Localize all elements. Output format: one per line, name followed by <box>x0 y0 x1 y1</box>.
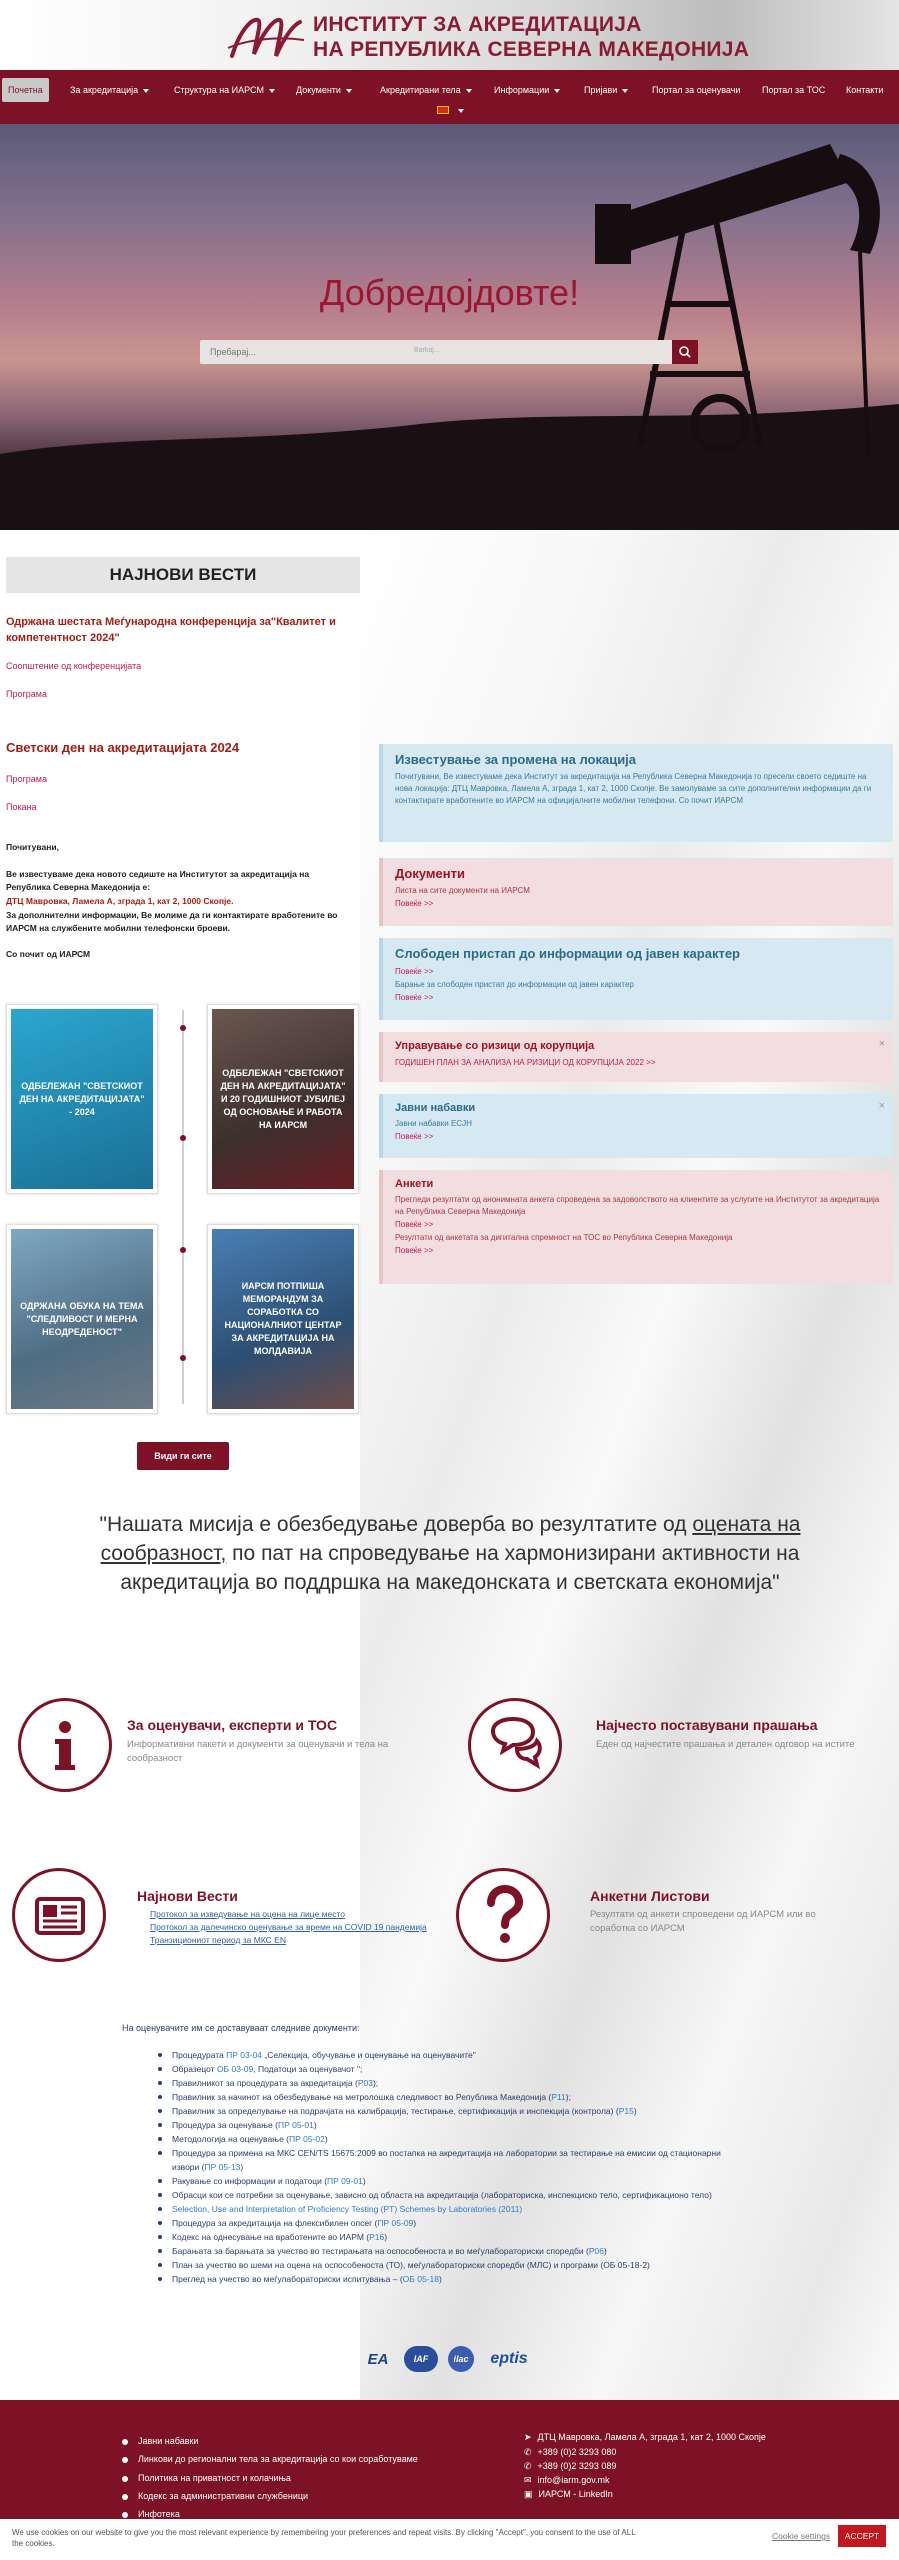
nav-item-about-accreditation[interactable] <box>64 78 155 102</box>
document-code-link[interactable]: Selection, Use and Interpretation of Proficiency Testing (PT) Schemes by Laboratories (2011) <box>172 2204 523 2214</box>
linkedin-icon: ▣ <box>524 2489 533 2499</box>
more-link[interactable]: Повеќе >> <box>395 967 434 976</box>
site-header <box>0 0 899 70</box>
nav-item-structure[interactable] <box>168 78 281 102</box>
document-code-link[interactable]: ОБ 03-09 <box>216 2064 254 2074</box>
partner-logo-text: eptis <box>490 2350 528 2367</box>
hero-banner <box>0 124 899 530</box>
caret-down-icon <box>269 89 275 93</box>
notice-title: Известување за промена на локација <box>395 752 637 767</box>
document-item <box>166 2146 746 2174</box>
document-item <box>166 2118 746 2132</box>
footer-link-label: Линкови до регионални тела за акредитација со кои соработуваме <box>138 2454 418 2464</box>
timeline-card-image <box>212 1009 354 1189</box>
feature-subtitle: Информативни пакети и документи за оценувачи и тела на сообразност <box>127 1739 389 1764</box>
notice-title: Управување со ризици од корупција <box>395 1040 595 1052</box>
news-item-title[interactable]: Светски ден на акредитацијата 2024 <box>6 740 240 755</box>
document-item <box>166 2272 746 2286</box>
cookie-settings-link[interactable]: Cookie settings <box>772 2531 831 2541</box>
document-code-link[interactable]: Р15 <box>618 2106 634 2116</box>
nav-item-applications[interactable] <box>578 78 634 102</box>
news-link[interactable]: Транзициониот период за МКС EN <box>150 1935 286 1945</box>
document-item <box>166 2132 746 2146</box>
notice-title: Слободен пристап до информации од јавен карактер <box>395 946 741 961</box>
notice-public-procurement <box>379 1094 893 1158</box>
timeline-line <box>182 1010 184 1404</box>
document-text: ) <box>362 2176 366 2186</box>
document-item <box>166 2062 746 2076</box>
notice-title: Документи <box>395 866 465 881</box>
nav-label: Акредитирани тела <box>380 85 461 95</box>
document-item <box>166 2090 746 2104</box>
nav-item-information[interactable] <box>488 78 566 102</box>
news-link[interactable]: Соопштение од конференцијата <box>6 661 142 671</box>
bullet-icon <box>122 2512 128 2518</box>
quote-text: "Нашата мисија е обезбедување доверба во резултатите од <box>99 1513 693 1536</box>
document-item <box>166 2104 746 2118</box>
more-link[interactable]: Повеќе >> <box>395 1246 434 1255</box>
linkedin-text: ИАРСМ - LinkedIn <box>538 2489 613 2499</box>
info-icon <box>21 1701 109 1789</box>
document-code-link[interactable]: Р11 <box>551 2092 566 2102</box>
search-icon <box>672 340 698 364</box>
caret-down-icon <box>346 89 352 93</box>
nav-item-tos-portal[interactable] <box>756 78 831 102</box>
partner-logo-text: EA <box>367 2350 389 2368</box>
timeline-card-title: ОДРЖАНА ОБУКА НА ТЕМА "СЛЕДЛИВОСТ И МЕРНА НЕОДРЕДЕНОСТ" <box>20 1300 144 1337</box>
cookie-text: We use cookies on our website to give you the most relevant experience by remembering your preferences and repeat visits. By clicking "Accept", you consent to the use of ALL the cookies. <box>12 2528 636 2548</box>
nav-item-home[interactable] <box>2 78 49 102</box>
footer-phone[interactable] <box>524 2447 616 2458</box>
footer-link[interactable] <box>122 2509 180 2519</box>
search-hint-text: Barkaj... <box>414 347 440 354</box>
document-text: ) <box>240 2162 244 2172</box>
document-text: ); <box>372 2078 379 2088</box>
footer-link-label: Инфотека <box>138 2509 180 2519</box>
nav-label: Портал за ТОС <box>762 85 826 95</box>
more-link[interactable]: Повеќе >> <box>395 1220 434 1229</box>
cookie-accept-button[interactable]: ACCEPT <box>838 2525 886 2547</box>
document-text: Кодекс на однесување на вработените во ИАРМ ( <box>172 2232 370 2242</box>
news-link[interactable]: Програма <box>6 774 47 784</box>
announcement-greeting: Почитувани, <box>6 842 59 852</box>
footer-link-label: Кодекс за административни службеници <box>138 2491 309 2501</box>
document-text: Процедура за акредитација на флексибилен опсег ( <box>172 2218 378 2228</box>
timeline-card[interactable] <box>207 1224 359 1414</box>
nav-label: Структура на ИАРСМ <box>174 85 264 95</box>
footer-link-label: Јавни набавки <box>138 2436 199 2446</box>
footer-link-label: Политика на приватност и колачиња <box>138 2473 291 2483</box>
caret-down-icon <box>622 89 628 93</box>
address-text: ДТЦ Мавровка, Ламела А, зграда 1, кат 2, 1000 Скопје <box>537 2432 766 2442</box>
more-link[interactable]: ГОДИШЕН ПЛАН ЗА АНАЛИЗА НА РИЗИЦИ ОД КОРУПЦИЈА 2022 >> <box>395 1058 656 1067</box>
announcement-text: За дополнителни информации, Ве молиме да ги контактирате вработените во ИАРСМ на службените мобилни телефонски броеви. <box>6 910 338 933</box>
welcome-heading: Добредојдовте! <box>319 272 580 313</box>
document-text: ) <box>384 2232 388 2242</box>
notice-surveys <box>379 1170 893 1284</box>
language-flag-icon[interactable] <box>437 106 449 114</box>
bullet-icon <box>122 2457 128 2463</box>
nav-item-assessor-portal[interactable] <box>646 78 746 102</box>
document-item <box>166 2258 746 2272</box>
see-all-button[interactable]: Види ги сите <box>137 1442 229 1470</box>
timeline-card-image <box>11 1009 153 1189</box>
document-code-link[interactable]: Р06 <box>588 2246 604 2256</box>
document-text: Правилник за начинот на обезбедување на метролошка следливост во Република Македонија ( <box>172 2092 552 2102</box>
main-navigation <box>0 70 899 124</box>
timeline-dot <box>180 1355 186 1361</box>
document-text: ) <box>603 2246 607 2256</box>
document-item <box>166 2188 746 2202</box>
notice-text: Прегледи резултати од анонимната анкета спроведена за задоволството на клиентите за услугите на Институтот за акредитација на Република Северна Македонија <box>395 1195 880 1216</box>
document-text: Правилникот за процедурата за акредитација ( <box>172 2078 358 2088</box>
footer-email[interactable] <box>524 2475 610 2486</box>
nav-label: Портал за оценувачи <box>652 85 741 95</box>
envelope-icon: ✉ <box>524 2475 532 2485</box>
news-link[interactable]: Покана <box>6 802 37 812</box>
close-icon[interactable]: × <box>878 1038 885 1050</box>
timeline-card[interactable] <box>6 1004 158 1194</box>
search-button[interactable] <box>672 340 698 364</box>
document-code-link[interactable]: ПР 05-02 <box>289 2134 325 2144</box>
announcement-address: ДТЦ Мавровка, Ламела А, зграда 1, кат 2, 1000 Скопје. <box>6 896 234 906</box>
notice-documents <box>379 858 893 926</box>
document-text: ) <box>413 2218 417 2228</box>
document-code-link[interactable]: ПР 05-09 <box>377 2218 414 2228</box>
surveys-feature-circle[interactable] <box>456 1868 550 1962</box>
newspaper-icon <box>15 1871 103 1959</box>
document-text: ) <box>633 2106 637 2116</box>
phone-text: +389 (0)2 3293 089 <box>537 2461 617 2471</box>
document-item <box>166 2244 746 2258</box>
document-text: ) <box>438 2274 442 2284</box>
timeline-card-image <box>212 1229 354 1409</box>
caret-down-icon <box>143 89 149 93</box>
oil-pump-silhouette-image <box>0 124 899 530</box>
ea-logo[interactable] <box>362 2346 394 2372</box>
document-text: Преглед на учество во меѓулабораториски испитувања – ( <box>172 2274 403 2284</box>
location-arrow-icon: ➤ <box>524 2432 532 2442</box>
eptis-logo[interactable] <box>484 2346 534 2372</box>
more-link[interactable]: Повеќе >> <box>395 1132 434 1141</box>
document-code-link[interactable]: ОБ 05-18 <box>402 2274 439 2284</box>
logo-text-line2: НА РЕПУБЛИКА СЕВЕРНА МАКЕДОНИЈА <box>313 38 750 61</box>
notice-location-change <box>379 744 893 842</box>
notice-text: Почитувани, Ве известуваме дека Институт за акредитација на Република Северна Македонија го пресели своето седиште на нова локација: ДТЦ Мавровка, Ламела А, зграда 1, кат 2, 1000 Скопје. Ве замолуваме за сите дополнителни информации да ги контактирате вработените во ИАРСМ на официјалните мобилни телефони. Со почит ИАРСМ <box>395 772 872 805</box>
document-text: , Податоци за оценувачот "; <box>253 2064 363 2074</box>
caret-down-icon[interactable] <box>458 109 464 113</box>
nav-label: Контакти <box>846 85 884 95</box>
feature-title[interactable]: Најчесто поставувани прашања <box>596 1717 818 1733</box>
nav-label: Документи <box>296 85 341 95</box>
caret-down-icon <box>554 89 560 93</box>
feature-title[interactable]: Најнови Вести <box>137 1888 238 1904</box>
close-icon[interactable]: × <box>878 1100 885 1112</box>
bullet-icon <box>122 2476 128 2482</box>
chat-bubbles-icon <box>471 1701 559 1789</box>
feature-title[interactable]: За оценувачи, експерти и ТОС <box>127 1717 338 1733</box>
document-text: Правилник за определување на подрачјата на калибрација, тестирање, сертификација и инспекција (контрола) ( <box>172 2106 619 2116</box>
document-text: ) <box>324 2134 328 2144</box>
document-code-link[interactable]: ПР 03-04 <box>226 2050 263 2060</box>
feature-subtitle: Еден од најчестите прашања и детален одговор на истите <box>596 1739 855 1750</box>
quote-text: по пат на спроведување на хармонизирани активности на акредитација во поддршка на македонската и светската економија" <box>120 1542 800 1594</box>
document-text: Процедура за оценување ( <box>172 2120 278 2130</box>
documents-list <box>166 2048 746 2286</box>
timeline-card-title: ИАРСМ ПОТПИША МЕМОРАНДУМ ЗА СОРАБОТКА СО НАЦИОНАЛНИОТ ЦЕНТАР ЗА АКРЕДИТАЦИЈА НА МОЛДАВИЈА <box>224 1281 342 1356</box>
document-code-link[interactable]: ПР 09-01 <box>327 2176 363 2186</box>
question-mark-icon <box>459 1871 547 1959</box>
phone-icon: ✆ <box>524 2461 532 2471</box>
timeline-card-title: ОДБЕЛЕЖАН "СВЕТСКИОТ ДЕН НА АКРЕДИТАЦИЈАТА" И 20 ГОДИШНИОТ ЈУБИЛЕЈ ОД ОСНОВАЊЕ И РАБОТА НА ИАРСМ <box>220 1067 346 1130</box>
news-item-title[interactable]: Одржана шестата Меѓународна конференција за"Квалитет и компетентност 2024" <box>6 616 336 644</box>
news-link[interactable]: Програма <box>6 689 47 699</box>
timeline-dot <box>180 1025 186 1031</box>
feature-title[interactable]: Анкетни Листови <box>590 1888 710 1904</box>
news-feature-circle[interactable] <box>12 1868 106 1962</box>
document-item <box>166 2202 746 2216</box>
document-item <box>166 2076 746 2090</box>
document-item <box>166 2174 746 2188</box>
footer-link[interactable] <box>122 2473 291 2483</box>
bullet-icon <box>122 2439 128 2445</box>
notice-text: Барање за слободен пристап до информации од јавен карактер <box>395 980 634 989</box>
footer-link[interactable] <box>122 2491 308 2501</box>
document-text: Процедура за примена на МКС CEN/TS 15675:2009 во постапка на акредитација на лаборатории за тестирање на емисии од стационарни извори ( <box>172 2148 721 2172</box>
info-feature-circle[interactable] <box>18 1698 112 1792</box>
timeline-dot <box>180 1247 186 1253</box>
news-link[interactable]: Протокол за изведување на оцена на лице место <box>150 1909 346 1919</box>
nav-label: Пријави <box>584 85 618 95</box>
news-link-list <box>150 1908 430 1947</box>
nav-item-accredited-bodies[interactable] <box>374 78 478 102</box>
cookie-consent-bar <box>0 2519 899 2560</box>
notice-text: Листа на сите документи на ИАРСМ <box>395 886 530 895</box>
document-text: Процедурата <box>172 2050 227 2060</box>
partner-logo-text: IAF <box>413 2354 429 2364</box>
document-item <box>166 2216 746 2230</box>
document-item <box>166 2048 746 2062</box>
footer-linkedin[interactable] <box>524 2489 613 2500</box>
feature-subtitle: Резултати од анкети спроведени од ИАРСМ или во соработка со ИАРСМ <box>590 1909 816 1934</box>
document-code-link[interactable]: Р03 <box>357 2078 373 2088</box>
document-code-link[interactable]: Р16 <box>369 2232 385 2242</box>
documents-intro: На оценувачите им се доставуваат следниве документи: <box>122 2023 360 2033</box>
bullet-icon <box>122 2494 128 2500</box>
notice-title: Анкети <box>395 1178 434 1190</box>
more-link[interactable]: Повеќе >> <box>395 993 434 1002</box>
notice-free-access <box>379 938 893 1020</box>
iaf-logo[interactable] <box>404 2346 438 2372</box>
notice-corruption-risks <box>379 1032 893 1082</box>
nav-item-contacts[interactable] <box>840 78 889 102</box>
nav-label: Информации <box>494 85 550 95</box>
document-text: ) <box>313 2120 317 2130</box>
document-code-link[interactable]: ПР 05-13 <box>204 2162 241 2172</box>
document-text: ); <box>565 2092 571 2102</box>
document-text: План за учество во шеми на оцена на оспособеноста (ТО), меѓулабораториски споредби (МЛС) и програми (ОБ 05-18-2) <box>172 2260 650 2270</box>
phone-text: +389 (0)2 3293 080 <box>537 2447 617 2457</box>
document-code-link[interactable]: ПР 05-01 <box>277 2120 314 2130</box>
nav-label: За акредитација <box>70 85 139 95</box>
timeline-card-image <box>11 1229 153 1409</box>
notice-title: Јавни набавки <box>395 1102 476 1114</box>
quote-underlined-text: оцената на сообразност, <box>100 1513 801 1565</box>
footer-link[interactable] <box>122 2454 418 2464</box>
faq-feature-circle[interactable] <box>468 1698 562 1792</box>
document-text: Барањата за барањата за учество во тестирањата на оспособеноста и во меѓулабораториски споредби ( <box>172 2246 589 2256</box>
footer-phone[interactable] <box>524 2461 616 2472</box>
timeline-card[interactable] <box>207 1004 359 1194</box>
notice-text: Јавни набавки ЕСЈН <box>395 1119 472 1128</box>
partner-logo-text: ilac <box>453 2354 469 2364</box>
mission-quote <box>46 1510 854 1597</box>
document-text: Обрасци кои се потребни за оценување, зависно од областа на акредитација (лабораториска, инспекциско тело, сертификационо тело) <box>172 2190 712 2200</box>
phone-icon: ✆ <box>524 2447 532 2457</box>
notice-text: Резултати од анкетата за дигитална спремност на ТОС во Република Северна Македонија <box>395 1233 733 1242</box>
document-text: Ракување со информации и податоци ( <box>172 2176 328 2186</box>
footer-address <box>524 2432 766 2443</box>
nav-label: Почетна <box>8 85 43 95</box>
timeline-dot <box>180 1135 186 1141</box>
caret-down-icon <box>466 89 472 93</box>
logo-text-line1: ИНСТИТУТ ЗА АКРЕДИТАЦИЈА <box>313 13 642 36</box>
document-text: Образецот <box>172 2064 217 2074</box>
footer-link[interactable] <box>122 2436 198 2446</box>
ilac-logo[interactable] <box>448 2346 474 2372</box>
nav-item-documents[interactable] <box>290 78 358 102</box>
iarsm-logo-icon[interactable] <box>226 10 306 64</box>
announcement-signature: Со почит од ИАРСМ <box>6 949 91 959</box>
document-item <box>166 2230 746 2244</box>
document-text: „Селекција, обучување и оценување на оценувачите" <box>262 2050 476 2060</box>
announcement-text: Ве известуваме дека новото седиште на Институтот за акредитација на Република Северна Македонија е: <box>6 869 310 892</box>
latest-news-heading: НАЈНОВИ ВЕСТИ <box>6 557 360 593</box>
email-text: info@iarm.gov.mk <box>537 2475 610 2485</box>
news-link[interactable]: Протокол за далечинско оценување за време на COVID 19 пандемија <box>150 1922 427 1932</box>
timeline-card-title: ОДБЕЛЕЖАН "СВЕТСКИОТ ДЕН НА АКРЕДИТАЦИЈАТА" - 2024 <box>19 1080 145 1117</box>
timeline-card[interactable] <box>6 1224 158 1414</box>
more-link[interactable]: Повеќе >> <box>395 899 434 908</box>
document-text: Методологија на оценување ( <box>172 2134 289 2144</box>
